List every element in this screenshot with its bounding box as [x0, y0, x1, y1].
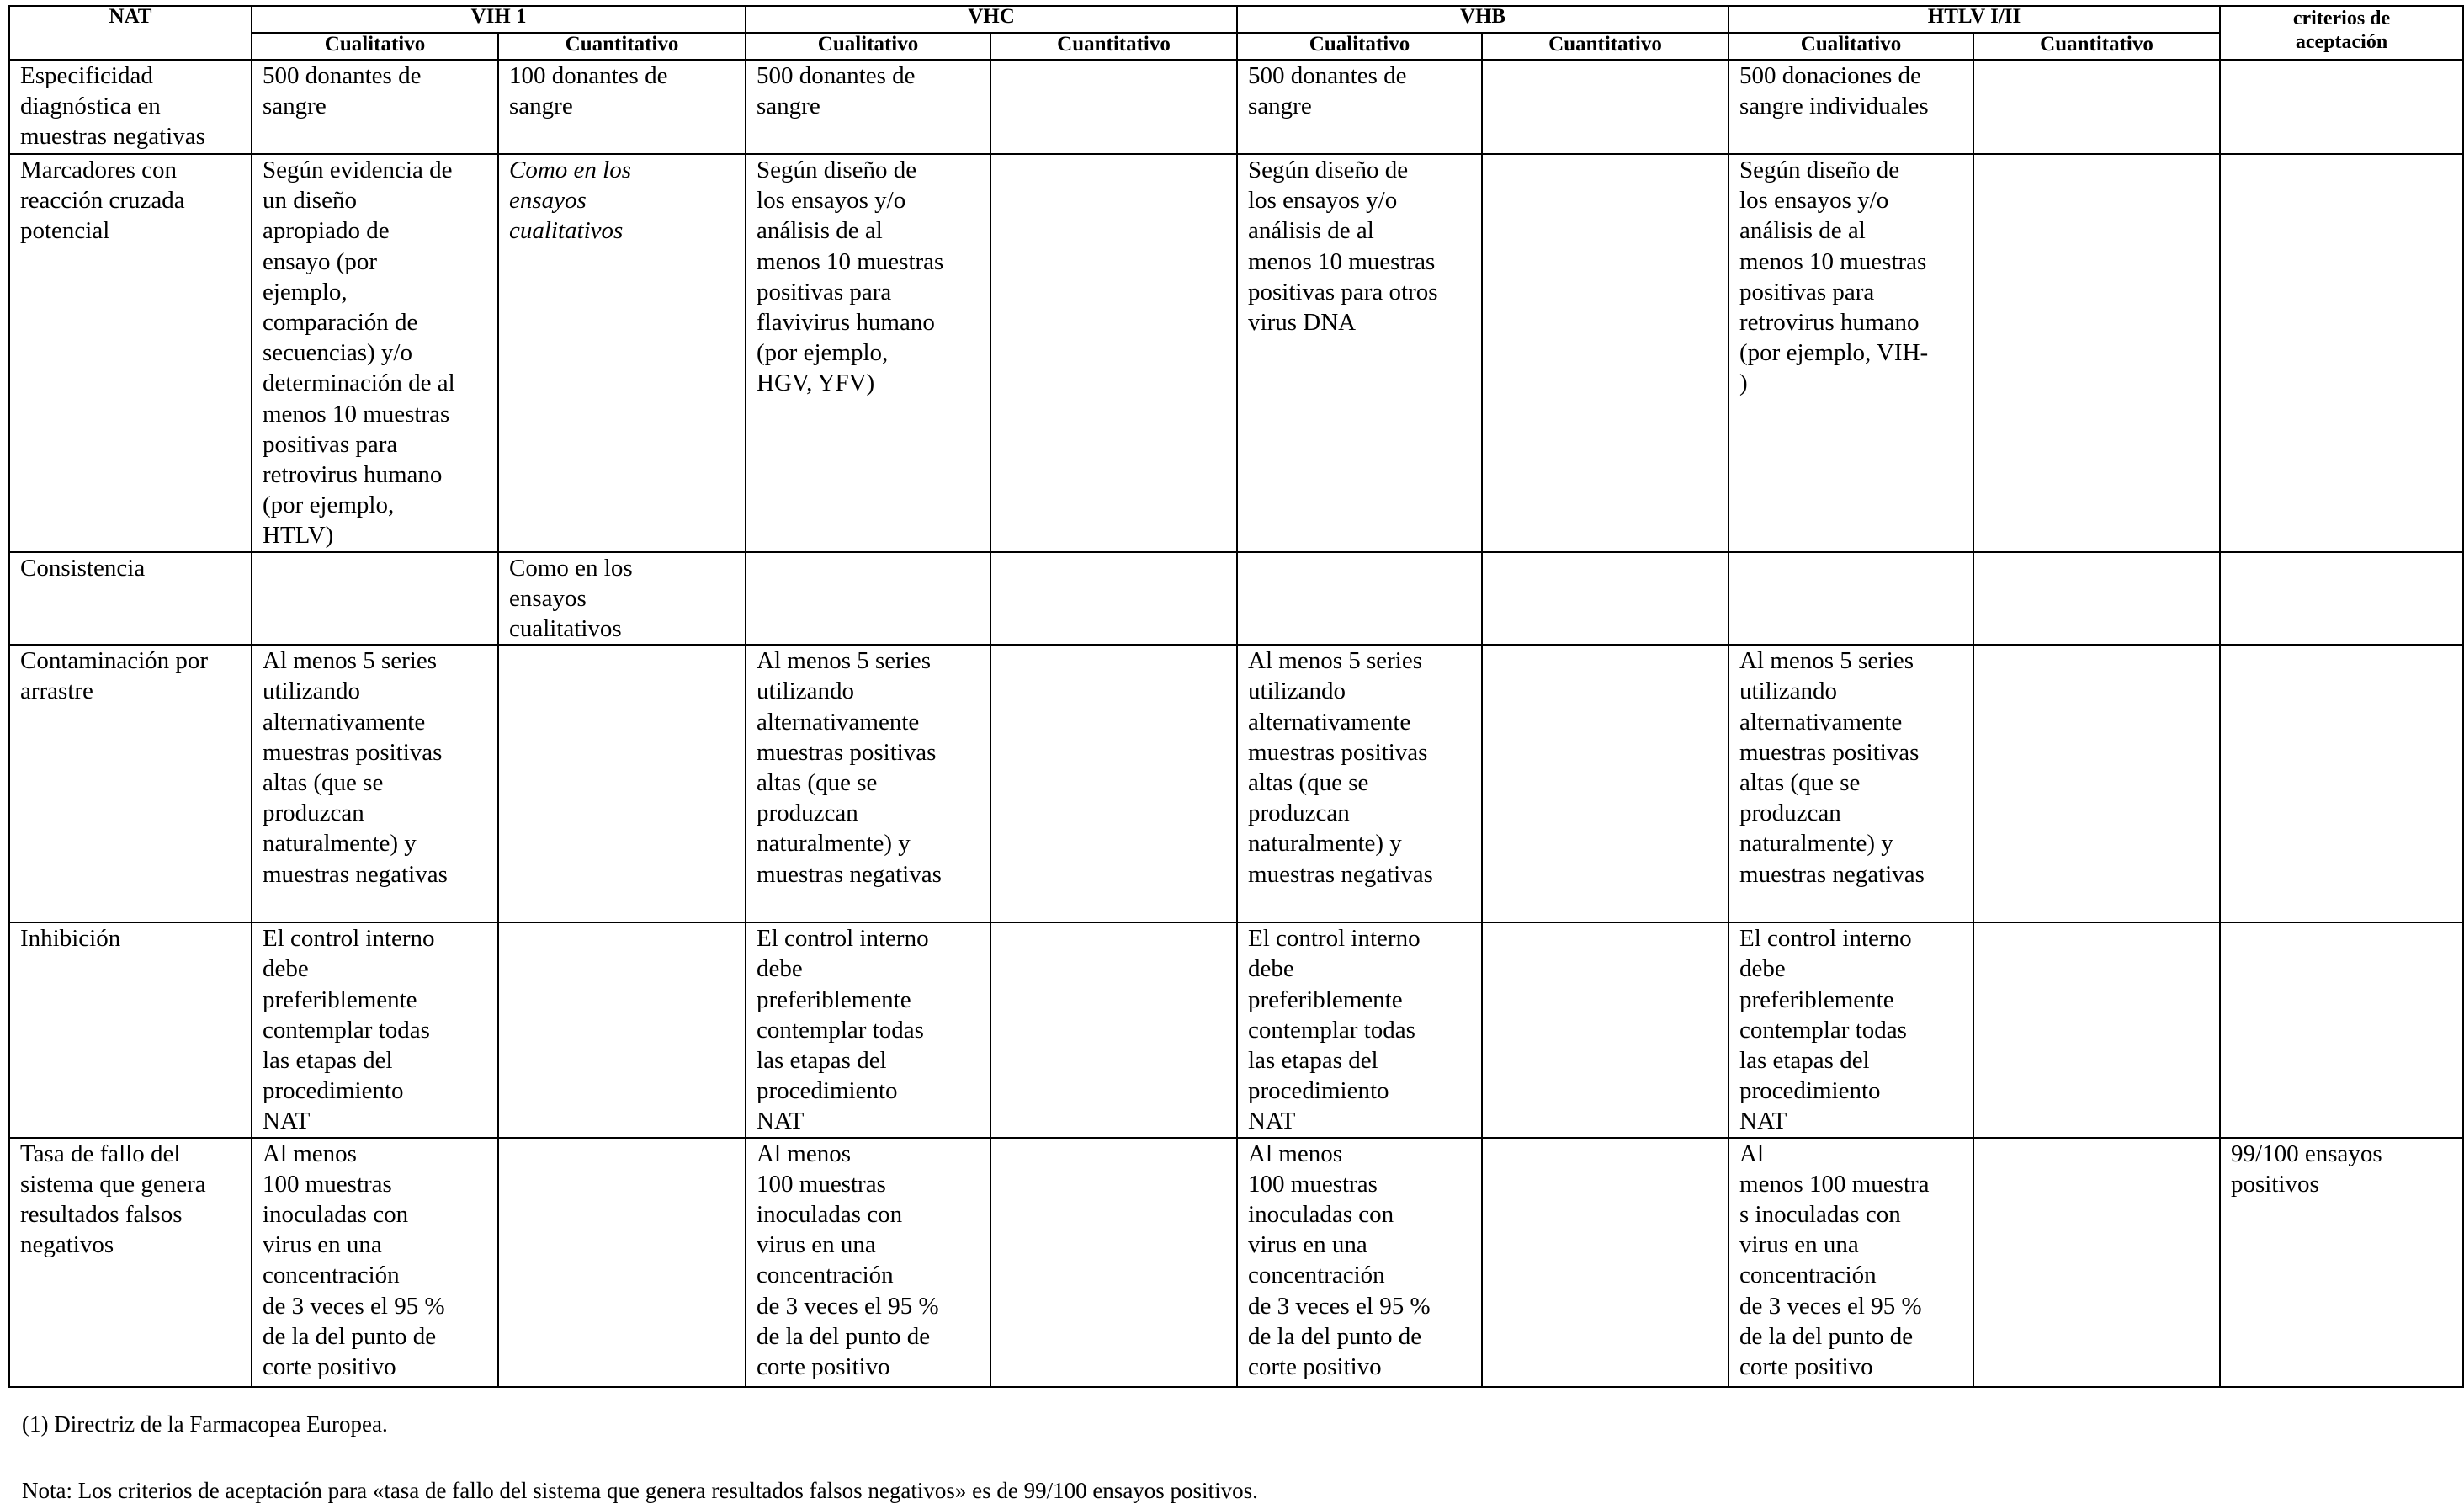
table-row-contaminacion: [9, 645, 2463, 922]
group-header-vhc: VHC: [746, 6, 1237, 33]
table-cell: [746, 552, 990, 646]
table-cell: [1729, 552, 1973, 646]
table-cell: Al menos 100 muestra s inoculadas con virus en una concentración de 3 veces el 95 % de la del punto de corte positivo: [1729, 1138, 1973, 1387]
table-cell: Al menos 100 muestras inoculadas con virus en una concentración de 3 veces el 95 % de la del punto de corte positivo: [252, 1138, 498, 1387]
table-cell: [990, 154, 1237, 552]
table-row-especificidad: [9, 60, 2463, 154]
table-cell: 500 donaciones de sangre individuales: [1729, 60, 1973, 154]
table-cell: [2220, 60, 2463, 154]
row-label: Marcadores con reacción cruzada potencial: [9, 154, 252, 552]
table-cell: Según evidencia de un diseño apropiado de ensayo (por ejemplo, comparación de secuencias) y/o determinación de al menos 10 muestras positivas para retrovirus humano (por ejemplo, HTLV): [252, 154, 498, 552]
table-cell: El control interno debe preferiblemente contemplar todas las etapas del procedimiento NAT: [1237, 922, 1482, 1137]
table-cell: Al menos 5 series utilizando alternativamente muestras positivas altas (que se produzcan naturalmente) y muestras negativas: [1237, 645, 1482, 922]
table-cell: Al menos 100 muestras inoculadas con virus en una concentración de 3 veces el 95 % de la del punto de corte positivo: [1237, 1138, 1482, 1387]
row-label: Inhibición: [9, 922, 252, 1137]
subheader-vih1-cuantitativo: Cuantitativo: [498, 33, 746, 60]
table-cell: [1482, 60, 1729, 154]
table-row-tasa-fallo: [9, 1138, 2463, 1387]
table-cell: [1482, 1138, 1729, 1387]
header-row-groups: [9, 6, 2463, 33]
table-cell: [1973, 645, 2220, 922]
nat-requirements-table: [8, 5, 2464, 1388]
group-header-htlv: HTLV I/II: [1729, 6, 2220, 33]
table-cell: [252, 552, 498, 646]
table-cell: [498, 645, 746, 922]
footnote-directriz: (1) Directriz de la Farmacopea Europea.: [22, 1411, 388, 1437]
footnote-nota: Nota: Los criterios de aceptación para «tasa de fallo del sistema que genera resultados falsos negativos» es de 99/100 ensayos positivos.: [22, 1478, 1258, 1503]
table-cell: El control interno debe preferiblemente contemplar todas las etapas del procedimiento NAT: [746, 922, 990, 1137]
criteria-header-text: criterios de aceptación: [2292, 8, 2391, 53]
table-cell: 100 donantes de sangre: [498, 60, 746, 154]
table-row-inhibicion: [9, 922, 2463, 1137]
subheader-vhb-cuantitativo: Cuantitativo: [1482, 33, 1729, 60]
table-cell: [990, 1138, 1237, 1387]
table-cell: Según diseño de los ensayos y/o análisis de al menos 10 muestras positivas para retrovirus humano (por ejemplo, VIH- ): [1729, 154, 1973, 552]
row-label: Tasa de fallo del sistema que genera resultados falsos negativos: [9, 1138, 252, 1387]
table-cell: [498, 1138, 746, 1387]
group-header-vhb: VHB: [1237, 6, 1729, 33]
table-cell: 500 donantes de sangre: [746, 60, 990, 154]
table-cell: [2220, 645, 2463, 922]
table-cell: [1482, 154, 1729, 552]
table-cell: Al menos 5 series utilizando alternativamente muestras positivas altas (que se produzcan naturalmente) y muestras negativas: [252, 645, 498, 922]
table-cell: [1973, 552, 2220, 646]
subheader-vhc-cualitativo: Cualitativo: [746, 33, 990, 60]
subheader-htlv-cuantitativo: Cuantitativo: [1973, 33, 2220, 60]
table-cell: El control interno debe preferiblemente contemplar todas las etapas del procedimiento NAT: [252, 922, 498, 1137]
table-cell: [1482, 922, 1729, 1137]
table-cell: [2220, 552, 2463, 646]
subheader-htlv-cualitativo: Cualitativo: [1729, 33, 1973, 60]
table-cell: Según diseño de los ensayos y/o análisis de al menos 10 muestras positivas para otros virus DNA: [1237, 154, 1482, 552]
table-cell: 99/100 ensayos positivos: [2220, 1138, 2463, 1387]
table-cell: [990, 552, 1237, 646]
table-cell: [990, 60, 1237, 154]
table-cell: [1973, 154, 2220, 552]
row-label: Especificidad diagnóstica en muestras negativas: [9, 60, 252, 154]
table-cell: [990, 645, 1237, 922]
table-cell: [1973, 60, 2220, 154]
table-cell: 500 donantes de sangre: [1237, 60, 1482, 154]
table-cell: [1482, 645, 1729, 922]
table-row-marcadores: [9, 154, 2463, 552]
table-cell: [498, 922, 746, 1137]
table-cell: Como en los ensayos cualitativos: [498, 552, 746, 646]
criteria-header: [2220, 6, 2463, 60]
table-cell: Al menos 5 series utilizando alternativamente muestras positivas altas (que se produzcan naturalmente) y muestras negativas: [1729, 645, 1973, 922]
nat-column-header: NAT: [9, 6, 252, 60]
table-cell: [2220, 922, 2463, 1137]
subheader-vih1-cualitativo: Cualitativo: [252, 33, 498, 60]
table-cell: [1973, 922, 2220, 1137]
table-cell: [1482, 552, 1729, 646]
table-cell: [990, 922, 1237, 1137]
table-cell: Como en los ensayos cualitativos: [498, 154, 746, 552]
subheader-vhc-cuantitativo: Cuantitativo: [990, 33, 1237, 60]
group-header-vih1: VIH 1: [252, 6, 746, 33]
header-row-subcolumns: [9, 33, 2463, 60]
table-cell: Según diseño de los ensayos y/o análisis de al menos 10 muestras positivas para flavivirus humano (por ejemplo, HGV, YFV): [746, 154, 990, 552]
table-cell: Al menos 5 series utilizando alternativamente muestras positivas altas (que se produzcan naturalmente) y muestras negativas: [746, 645, 990, 922]
table-cell: [1237, 552, 1482, 646]
table-cell: El control interno debe preferiblemente contemplar todas las etapas del procedimiento NAT: [1729, 922, 1973, 1137]
subheader-vhb-cualitativo: Cualitativo: [1237, 33, 1482, 60]
table-cell: 500 donantes de sangre: [252, 60, 498, 154]
row-label: Contaminación por arrastre: [9, 645, 252, 922]
table-cell: [1973, 1138, 2220, 1387]
row-label: Consistencia: [9, 552, 252, 646]
table-cell: Al menos 100 muestras inoculadas con virus en una concentración de 3 veces el 95 % de la del punto de corte positivo: [746, 1138, 990, 1387]
table-row-consistencia: [9, 552, 2463, 646]
table-cell: [2220, 154, 2463, 552]
